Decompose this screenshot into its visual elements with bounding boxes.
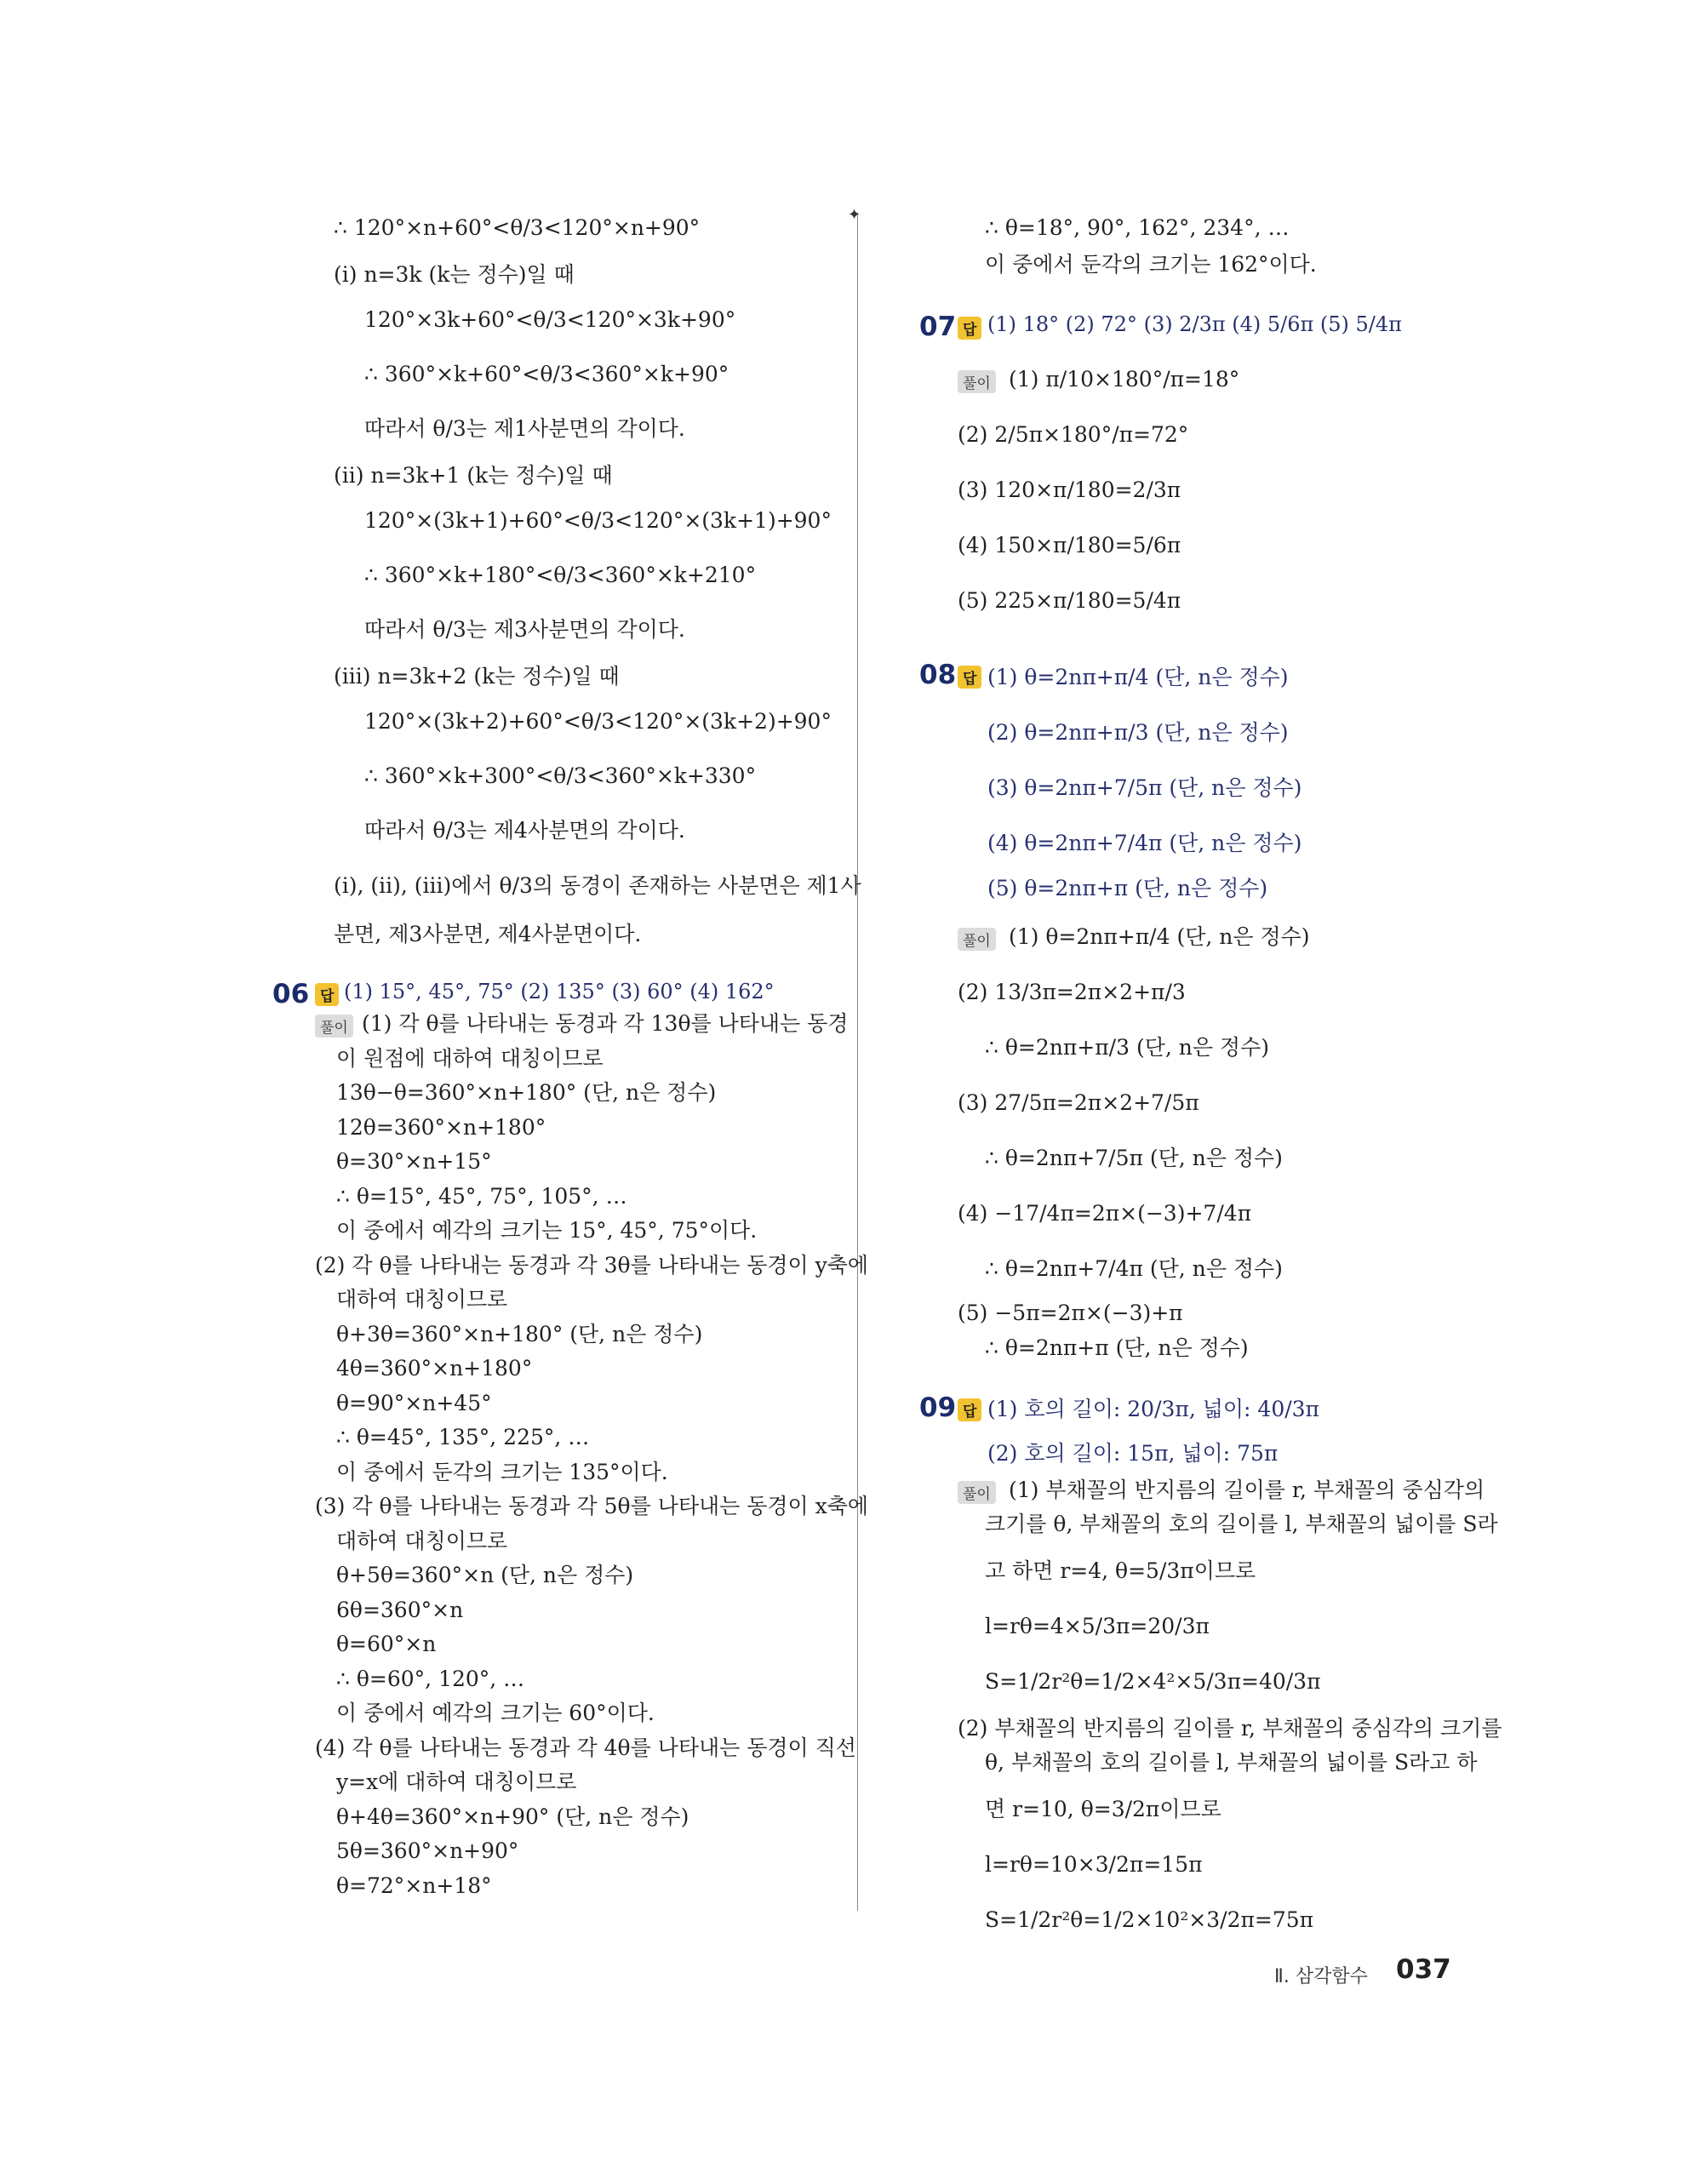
- solution-line: (3) 120×π/180=2/3π: [958, 477, 1181, 502]
- column-divider: [857, 213, 858, 1911]
- answer-label: 답: [958, 666, 981, 689]
- solution-line: (2) 각 θ를 나타내는 동경과 각 3θ를 나타내는 동경이 y축에: [315, 1253, 869, 1278]
- divider-ornament-icon: ✦: [848, 206, 861, 224]
- problem-number-06: 06: [272, 979, 310, 1009]
- solution-line: ∴ θ=60°, 120°, …: [336, 1667, 525, 1691]
- solution-line: 대하여 대칭이므로: [336, 1529, 508, 1553]
- solution-line: l=rθ=4×5/3π=20/3π: [985, 1614, 1210, 1638]
- answer-label: 답: [958, 317, 981, 340]
- solution-line: 대하여 대칭이므로: [336, 1287, 508, 1312]
- solution-line: 이 중에서 예각의 크기는 15°, 45°, 75°이다.: [336, 1218, 758, 1243]
- solution-line: ∴ θ=15°, 45°, 75°, 105°, …: [336, 1184, 627, 1209]
- solution-line: (4) −17/4π=2π×(−3)+7/4π: [958, 1201, 1252, 1226]
- solution-line: θ=30°×n+15°: [336, 1149, 492, 1174]
- answer-line: (2) θ=2nπ+π/3 (단, n은 정수): [987, 720, 1289, 745]
- solution-label: 풀이: [315, 1015, 353, 1038]
- solution-line: ∴ θ=2nπ+7/5π (단, n은 정수): [985, 1146, 1283, 1170]
- solution-line: 4θ=360°×n+180°: [336, 1356, 533, 1381]
- solution-line: 따라서 θ/3는 제3사분면의 각이다.: [364, 617, 685, 642]
- answer-line-07: (1) 18° (2) 72° (3) 2/3π (4) 5/6π (5) 5/4π: [987, 312, 1402, 336]
- solution-line: (ⅰ), (ⅱ), (ⅲ)에서 θ/3의 동경이 존재하는 사분면은 제1사: [334, 873, 861, 898]
- solution-line: 12θ=360°×n+180°: [336, 1115, 546, 1140]
- solution-line: 120°×3k+60°<θ/3<120°×3k+90°: [364, 307, 736, 332]
- solution-line: ∴ θ=2nπ+π (단, n은 정수): [985, 1335, 1249, 1360]
- solution-line: S=1/2r²θ=1/2×4²×5/3π=40/3π: [985, 1669, 1321, 1694]
- solution-line: y=x에 대하여 대칭이므로: [336, 1769, 577, 1794]
- solution-line: θ+3θ=360°×n+180° (단, n은 정수): [336, 1322, 703, 1346]
- answer-line: (1) 호의 길이: 20/3π, 넓이: 40/3π: [987, 1397, 1319, 1421]
- solution-line: 분면, 제3사분면, 제4사분면이다.: [334, 922, 642, 946]
- solution-line: l=rθ=10×3/2π=15π: [985, 1852, 1203, 1877]
- solution-line: ∴ 360°×k+60°<θ/3<360°×k+90°: [364, 362, 729, 386]
- solution-line: 5θ=360°×n+90°: [336, 1838, 519, 1863]
- footer-section: Ⅱ. 삼각함수: [1274, 1966, 1368, 1987]
- solution-line: ∴ θ=45°, 135°, 225°, …: [336, 1425, 590, 1449]
- solution-line: θ=60°×n: [336, 1632, 437, 1656]
- solution-line: (ⅲ) n=3k+2 (k는 정수)일 때: [334, 664, 620, 689]
- solution-line: 13θ−θ=360°×n+180° (단, n은 정수): [336, 1080, 717, 1105]
- answer-line: (3) θ=2nπ+7/5π (단, n은 정수): [987, 775, 1302, 800]
- solution-line: θ=72°×n+18°: [336, 1873, 492, 1898]
- solution-line: 이 중에서 둔각의 크기는 162°이다.: [985, 252, 1317, 277]
- solution-line: (5) −5π=2π×(−3)+π: [958, 1301, 1183, 1325]
- solution-line: (2) 13/3π=2π×2+π/3: [958, 980, 1186, 1004]
- solution-line: (4) 150×π/180=5/6π: [958, 533, 1181, 557]
- solution-line: θ+5θ=360°×n (단, n은 정수): [336, 1563, 634, 1587]
- solution-line: (2) 부채꼴의 반지름의 길이를 r, 부채꼴의 중심각의 크기를: [958, 1716, 1502, 1741]
- solution-line: θ+4θ=360°×n+90° (단, n은 정수): [336, 1804, 689, 1829]
- answer-line: (5) θ=2nπ+π (단, n은 정수): [987, 876, 1268, 900]
- solution-line: 이 중에서 둔각의 크기는 135°이다.: [336, 1460, 668, 1484]
- solution-line: θ, 부채꼴의 호의 길이를 l, 부채꼴의 넓이를 S라고 하: [985, 1750, 1478, 1775]
- solution-line: ∴ θ=2nπ+7/4π (단, n은 정수): [985, 1256, 1283, 1281]
- problem-number-09: 09: [919, 1392, 957, 1423]
- solution-line: (3) 27/5π=2π×2+7/5π: [958, 1090, 1199, 1115]
- solution-line: ∴ 120°×n+60°<θ/3<120°×n+90°: [334, 215, 701, 240]
- solution-label: 풀이: [958, 370, 996, 393]
- solution-line: 고 하면 r=4, θ=5/3π이므로: [985, 1558, 1256, 1583]
- answer-line: (1) θ=2nπ+π/4 (단, n은 정수): [987, 665, 1289, 689]
- page-number: 037: [1396, 1954, 1451, 1985]
- solution-line: (1) θ=2nπ+π/4 (단, n은 정수): [1009, 924, 1310, 949]
- solution-line: ∴ 360°×k+300°<θ/3<360°×k+330°: [364, 763, 757, 788]
- answer-line: (2) 호의 길이: 15π, 넓이: 75π: [987, 1441, 1279, 1466]
- solution-line: 따라서 θ/3는 제4사분면의 각이다.: [364, 818, 685, 843]
- solution-line: (4) 각 θ를 나타내는 동경과 각 4θ를 나타내는 동경이 직선: [315, 1735, 856, 1760]
- solution-line: 따라서 θ/3는 제1사분면의 각이다.: [364, 416, 685, 441]
- solution-line: (1) π/10×180°/π=18°: [1009, 367, 1240, 392]
- answer-line: (4) θ=2nπ+7/4π (단, n은 정수): [987, 831, 1302, 855]
- problem-number-07: 07: [919, 312, 957, 342]
- answer-label: 답: [315, 983, 339, 1006]
- solution-line: ∴ θ=18°, 90°, 162°, 234°, …: [985, 215, 1290, 240]
- solution-line: 6θ=360°×n: [336, 1598, 464, 1622]
- solution-line: ∴ 360°×k+180°<θ/3<360°×k+210°: [364, 563, 757, 587]
- solution-line: S=1/2r²θ=1/2×10²×3/2π=75π: [985, 1907, 1314, 1932]
- answer-label: 답: [958, 1398, 981, 1421]
- solution-label: 풀이: [958, 1481, 996, 1504]
- solution-line: (ⅱ) n=3k+1 (k는 정수)일 때: [334, 463, 613, 488]
- solution-line: 120°×(3k+1)+60°<θ/3<120°×(3k+1)+90°: [364, 508, 832, 533]
- solution-line: (ⅰ) n=3k (k는 정수)일 때: [334, 262, 575, 287]
- solution-line: (1) 부채꼴의 반지름의 길이를 r, 부채꼴의 중심각의: [1009, 1478, 1485, 1502]
- solution-line: (1) 각 θ를 나타내는 동경과 각 13θ를 나타내는 동경: [362, 1011, 849, 1036]
- solution-line: 이 원점에 대하여 대칭이므로: [336, 1046, 604, 1071]
- problem-number-08: 08: [919, 660, 957, 690]
- solution-label: 풀이: [958, 928, 996, 951]
- solution-line: 120°×(3k+2)+60°<θ/3<120°×(3k+2)+90°: [364, 709, 832, 734]
- solution-line: 면 r=10, θ=3/2π이므로: [985, 1797, 1221, 1821]
- solution-line: ∴ θ=2nπ+π/3 (단, n은 정수): [985, 1035, 1269, 1060]
- solution-line: 이 중에서 예각의 크기는 60°이다.: [336, 1701, 655, 1725]
- answer-line-06: (1) 15°, 45°, 75° (2) 135° (3) 60° (4) 162°: [344, 980, 775, 1003]
- solution-line: (5) 225×π/180=5/4π: [958, 588, 1181, 613]
- solution-line: 크기를 θ, 부채꼴의 호의 길이를 l, 부채꼴의 넓이를 S라: [985, 1512, 1498, 1536]
- solution-line: (2) 2/5π×180°/π=72°: [958, 422, 1189, 447]
- solution-line: (3) 각 θ를 나타내는 동경과 각 5θ를 나타내는 동경이 x축에: [315, 1494, 869, 1518]
- solution-line: θ=90°×n+45°: [336, 1391, 492, 1415]
